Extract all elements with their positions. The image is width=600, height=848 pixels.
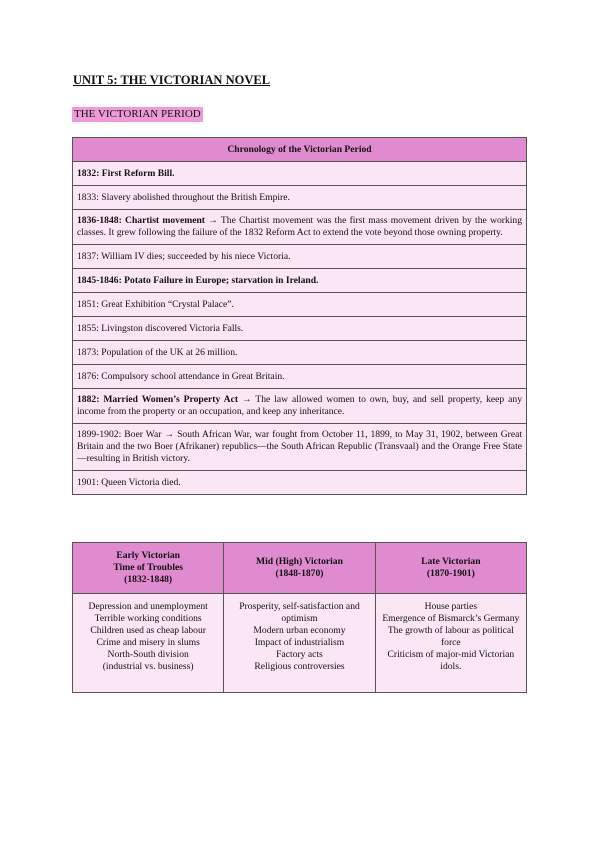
chronology-event-text: 1851: Great Exhibition “Crystal Palace”.: [77, 298, 234, 310]
period-header-line: Late Victorian: [421, 556, 481, 567]
chronology-row: [73, 424, 527, 471]
period-header-line: Mid (High) Victorian: [256, 556, 343, 567]
chronology-event-bold: 1832: First Reform Bill.: [77, 167, 175, 179]
period-item: Depression and unemployment: [88, 601, 208, 612]
section-title: THE VICTORIAN PERIOD: [74, 108, 201, 120]
chronology-event-text: 1873: Population of the UK at 26 million.: [77, 346, 238, 358]
chronology-cell: [73, 365, 527, 389]
chronology-row: [73, 186, 527, 210]
chronology-row: [73, 317, 527, 341]
chronology-cell: [73, 341, 527, 365]
chronology-event-text: 1899-1902: Boer War → South African War, war fought from October 11, 1899, to May 31, 1902, between Great Britain and the two Boer (Afrikaner) republics—the South African Republic (Transvaal) and the Orange Free State—resulting in British victory.: [77, 429, 522, 464]
chronology-table: [72, 137, 527, 495]
chronology-event-text: 1876: Compulsory school attendance in Great Britain.: [77, 370, 285, 382]
chronology-cell: [73, 186, 527, 210]
period-item: Crime and misery in slums: [96, 637, 200, 648]
period-item: Emergence of Bismarck’s Germany: [382, 613, 520, 624]
period-header: [224, 543, 375, 594]
periods-table: [72, 542, 527, 693]
period-item: Factory acts: [276, 649, 323, 660]
period-header-line: Time of Troubles: [113, 562, 183, 573]
chronology-row: [73, 365, 527, 389]
chronology-row: [73, 293, 527, 317]
period-cell: [73, 594, 224, 693]
period-item: Prosperity, self-satisfaction and optimism: [239, 601, 360, 624]
period-header: [73, 543, 224, 594]
chronology-cell: [73, 210, 527, 245]
period-item: Impact of industrialism: [254, 637, 345, 648]
chronology-row: [73, 210, 527, 245]
period-header: [375, 543, 526, 594]
chronology-cell: [73, 269, 527, 293]
chronology-row: [73, 471, 527, 495]
chronology-cell: [73, 293, 527, 317]
chronology-cell: [73, 162, 527, 186]
period-header-line: (1848-1870): [275, 568, 324, 579]
period-header-line: (1832-1848): [124, 574, 173, 585]
period-item: Children used as cheap labour: [90, 625, 206, 636]
period-item: North-South division: [107, 649, 189, 660]
period-cell: [224, 594, 375, 693]
chronology-event-text: 1855: Livingston discovered Victoria Falls.: [77, 322, 244, 334]
period-header-line: (1870-1901): [426, 568, 475, 579]
chronology-cell: [73, 389, 527, 424]
period-header-line: Early Victorian: [116, 550, 180, 561]
chronology-cell: [73, 245, 527, 269]
period-cell: [375, 594, 526, 693]
chronology-cell: [73, 424, 527, 471]
period-item: Modern urban economy: [253, 625, 346, 636]
period-item: Terrible working conditions: [94, 613, 202, 624]
chronology-row: [73, 162, 527, 186]
period-item: The growth of labour as political force: [387, 625, 514, 648]
chronology-cell: [73, 317, 527, 341]
chronology-row: [73, 389, 527, 424]
chronology-row: [73, 269, 527, 293]
chronology-event-text: 1837: William IV dies; succeeded by his niece Victoria.: [77, 250, 291, 262]
chronology-event-bold: 1836-1848: Chartist movement →: [77, 215, 218, 226]
chronology-event-bold: 1845-1846: Potato Failure in Europe; starvation in Ireland.: [77, 274, 319, 286]
chronology-cell: [73, 471, 527, 495]
chronology-row: [73, 245, 527, 269]
chronology-event-text: The law allowed women to own, buy, and sell property, keep any income from the property or an occupation, and keep any inheritance.: [77, 394, 522, 417]
unit-title: UNIT 5: THE VICTORIAN NOVEL: [73, 73, 271, 87]
chronology-event-text: The Chartist movement was the first mass movement driven by the working classes. It grew following the failure of the 1832 Reform Act to extend the vote beyond those owning property.: [77, 215, 522, 238]
chronology-event-text: 1833: Slavery abolished throughout the British Empire.: [77, 191, 290, 203]
chronology-header: Chronology of the Victorian Period: [73, 138, 527, 162]
period-item: House parties: [424, 601, 478, 612]
period-item: Criticism of major-mid Victorian idols.: [387, 649, 515, 672]
chronology-event-bold: 1882: Married Women’s Property Act →: [77, 394, 252, 405]
chronology-row: [73, 341, 527, 365]
period-item: Religious controversies: [254, 661, 345, 672]
chronology-event-text: 1901: Queen Victoria died.: [77, 476, 181, 488]
period-item: (industrial vs. business): [102, 661, 194, 672]
